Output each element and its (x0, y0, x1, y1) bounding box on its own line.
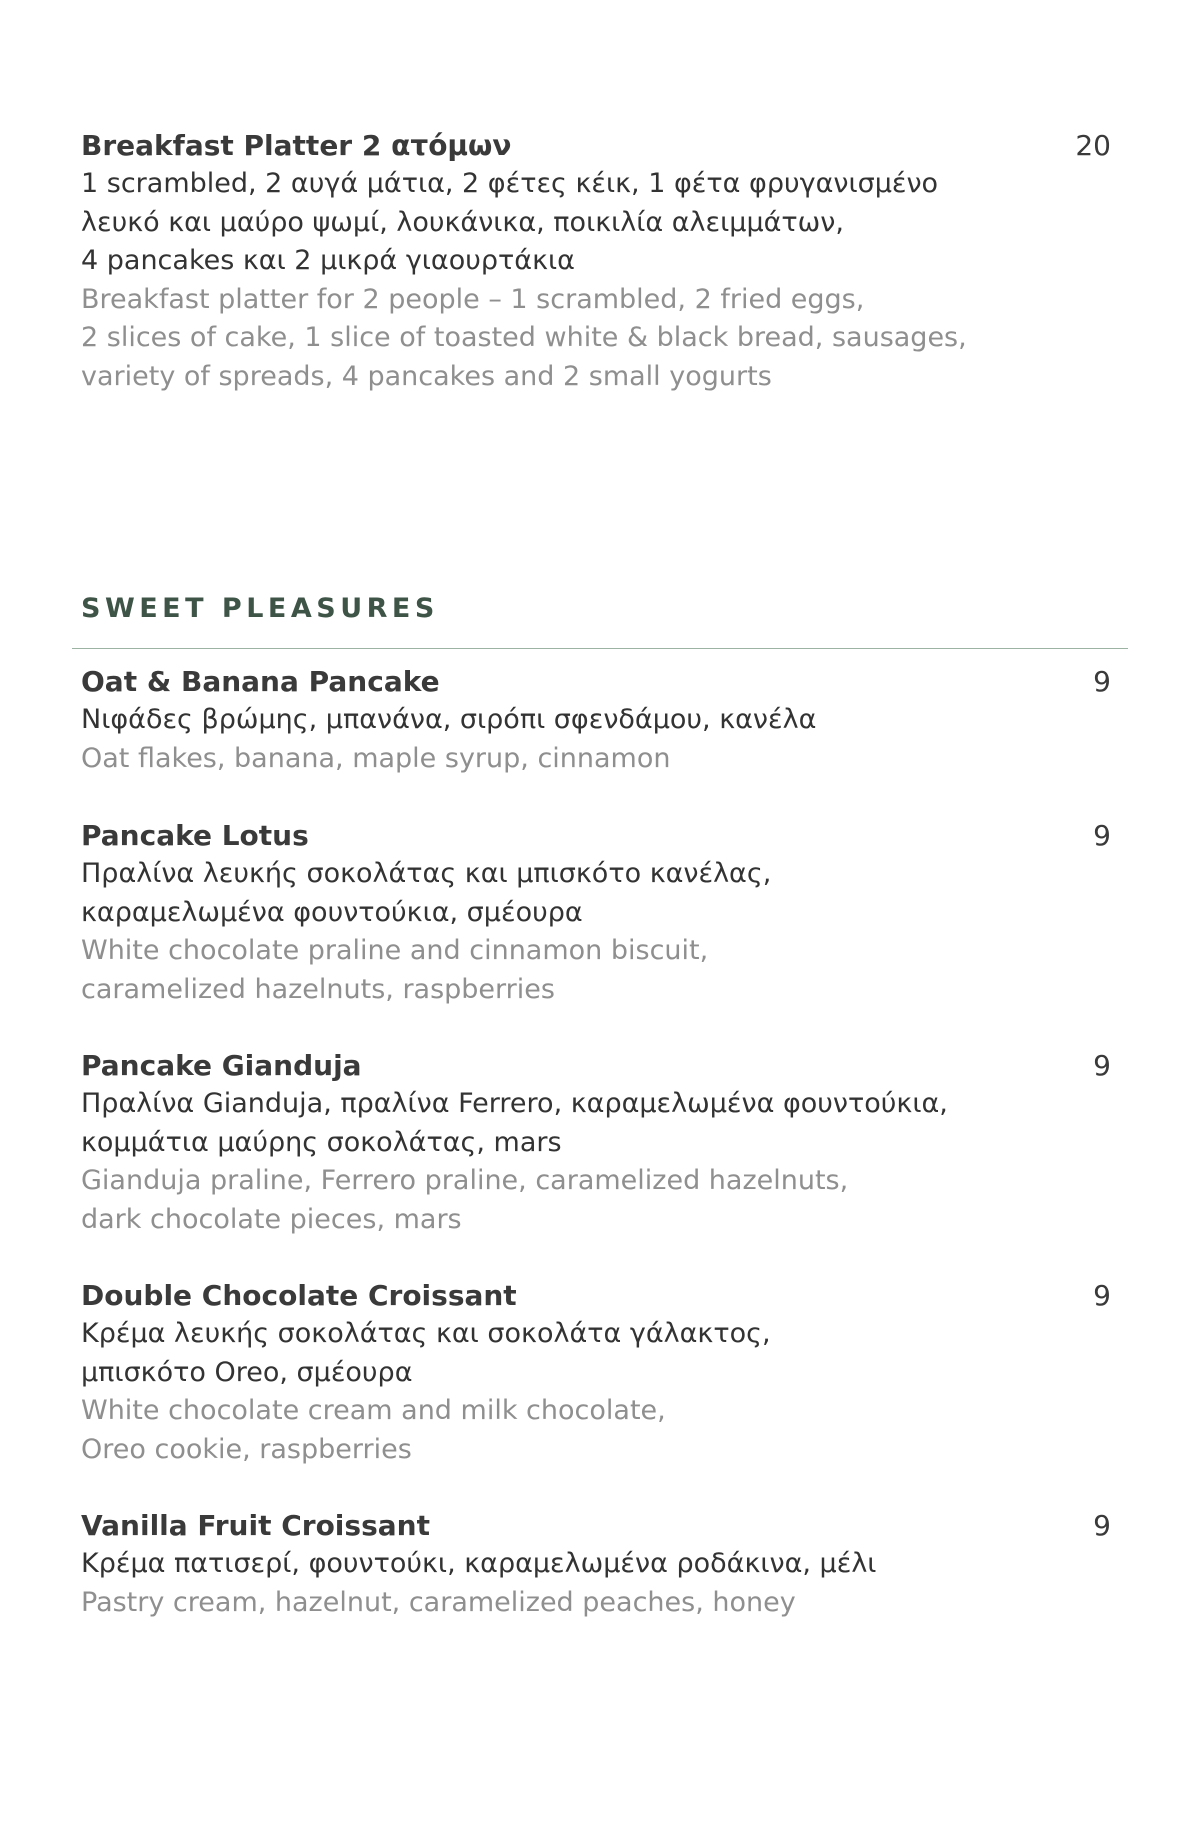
section-divider (72, 648, 1128, 649)
item-description-english: Oat flakes, banana, maple syrup, cinnamon (81, 742, 671, 774)
item-title: Double Chocolate Croissant (81, 1279, 517, 1312)
item-description-greek: Νιφάδες βρώμης, μπανάνα, σιρόπι σφενδάμου, κανέλα (81, 704, 817, 735)
menu-item-pancake-gianduja (81, 1047, 1111, 1239)
item-description-greek: 1 scrambled, 2 αυγά μάτια, 2 φέτες κέικ, 1 φέτα φρυγανισμένο λευκό και μαύρο ψωμί, λουκάνικα, ποικιλία αλειμμάτων, 4 pancakes και 2 μικρά γιαουρτάκια (81, 168, 939, 276)
item-description-greek: Πραλίνα λευκής σοκολάτας και μπισκότο κανέλας, καραμελωμένα φουντούκια, σμέουρα (81, 858, 772, 928)
item-title: Pancake Gianduja (81, 1049, 362, 1082)
item-price: 9 (1093, 819, 1111, 852)
item-description-english: Pastry cream, hazelnut, caramelized peaches, honey (81, 1586, 796, 1618)
item-price: 9 (1093, 1049, 1111, 1082)
menu-item-oat-banana-pancake (81, 663, 1111, 778)
menu-item-vanilla-fruit-croissant (81, 1507, 1111, 1622)
item-title: Pancake Lotus (81, 819, 309, 852)
item-description-greek: Κρέμα πατισερί, φουντούκι, καραμελωμένα ροδάκινα, μέλι (81, 1548, 877, 1579)
item-description-greek: Κρέμα λευκής σοκολάτας και σοκολάτα γάλακτος, μπισκότο Oreo, σμέουρα (81, 1318, 771, 1388)
item-description-english: Breakfast platter for 2 people – 1 scrambled, 2 fried eggs, 2 slices of cake, 1 slice of toasted white & black bread, sausages, variety of spreads, 4 pancakes and 2 small yogurts (81, 283, 967, 392)
item-price: 9 (1093, 1279, 1111, 1312)
item-title: Oat & Banana Pancake (81, 665, 440, 698)
item-description-greek: Πραλίνα Gianduja, πραλίνα Ferrero, καραμελωμένα φουντούκια, κομμάτια μαύρης σοκολάτας, mars (81, 1088, 948, 1158)
item-description-english: White chocolate cream and milk chocolate, Oreo cookie, raspberries (81, 1395, 666, 1465)
menu-item-pancake-lotus (81, 817, 1111, 1009)
item-title: Vanilla Fruit Croissant (81, 1509, 430, 1542)
item-description-english: Gianduja praline, Ferrero praline, caramelized hazelnuts, dark chocolate pieces, mars (81, 1165, 849, 1235)
item-price: 9 (1093, 665, 1111, 698)
item-title: Breakfast Platter 2 ατόμων (81, 129, 512, 162)
item-price: 20 (1075, 129, 1111, 162)
section-title: SWEET PLEASURES (81, 593, 439, 624)
item-description-english: White chocolate praline and cinnamon biscuit, caramelized hazelnuts, raspberries (81, 935, 709, 1005)
menu-item-double-chocolate-croissant (81, 1277, 1111, 1469)
menu-item-breakfast-platter (81, 127, 1111, 396)
item-price: 9 (1093, 1509, 1111, 1542)
